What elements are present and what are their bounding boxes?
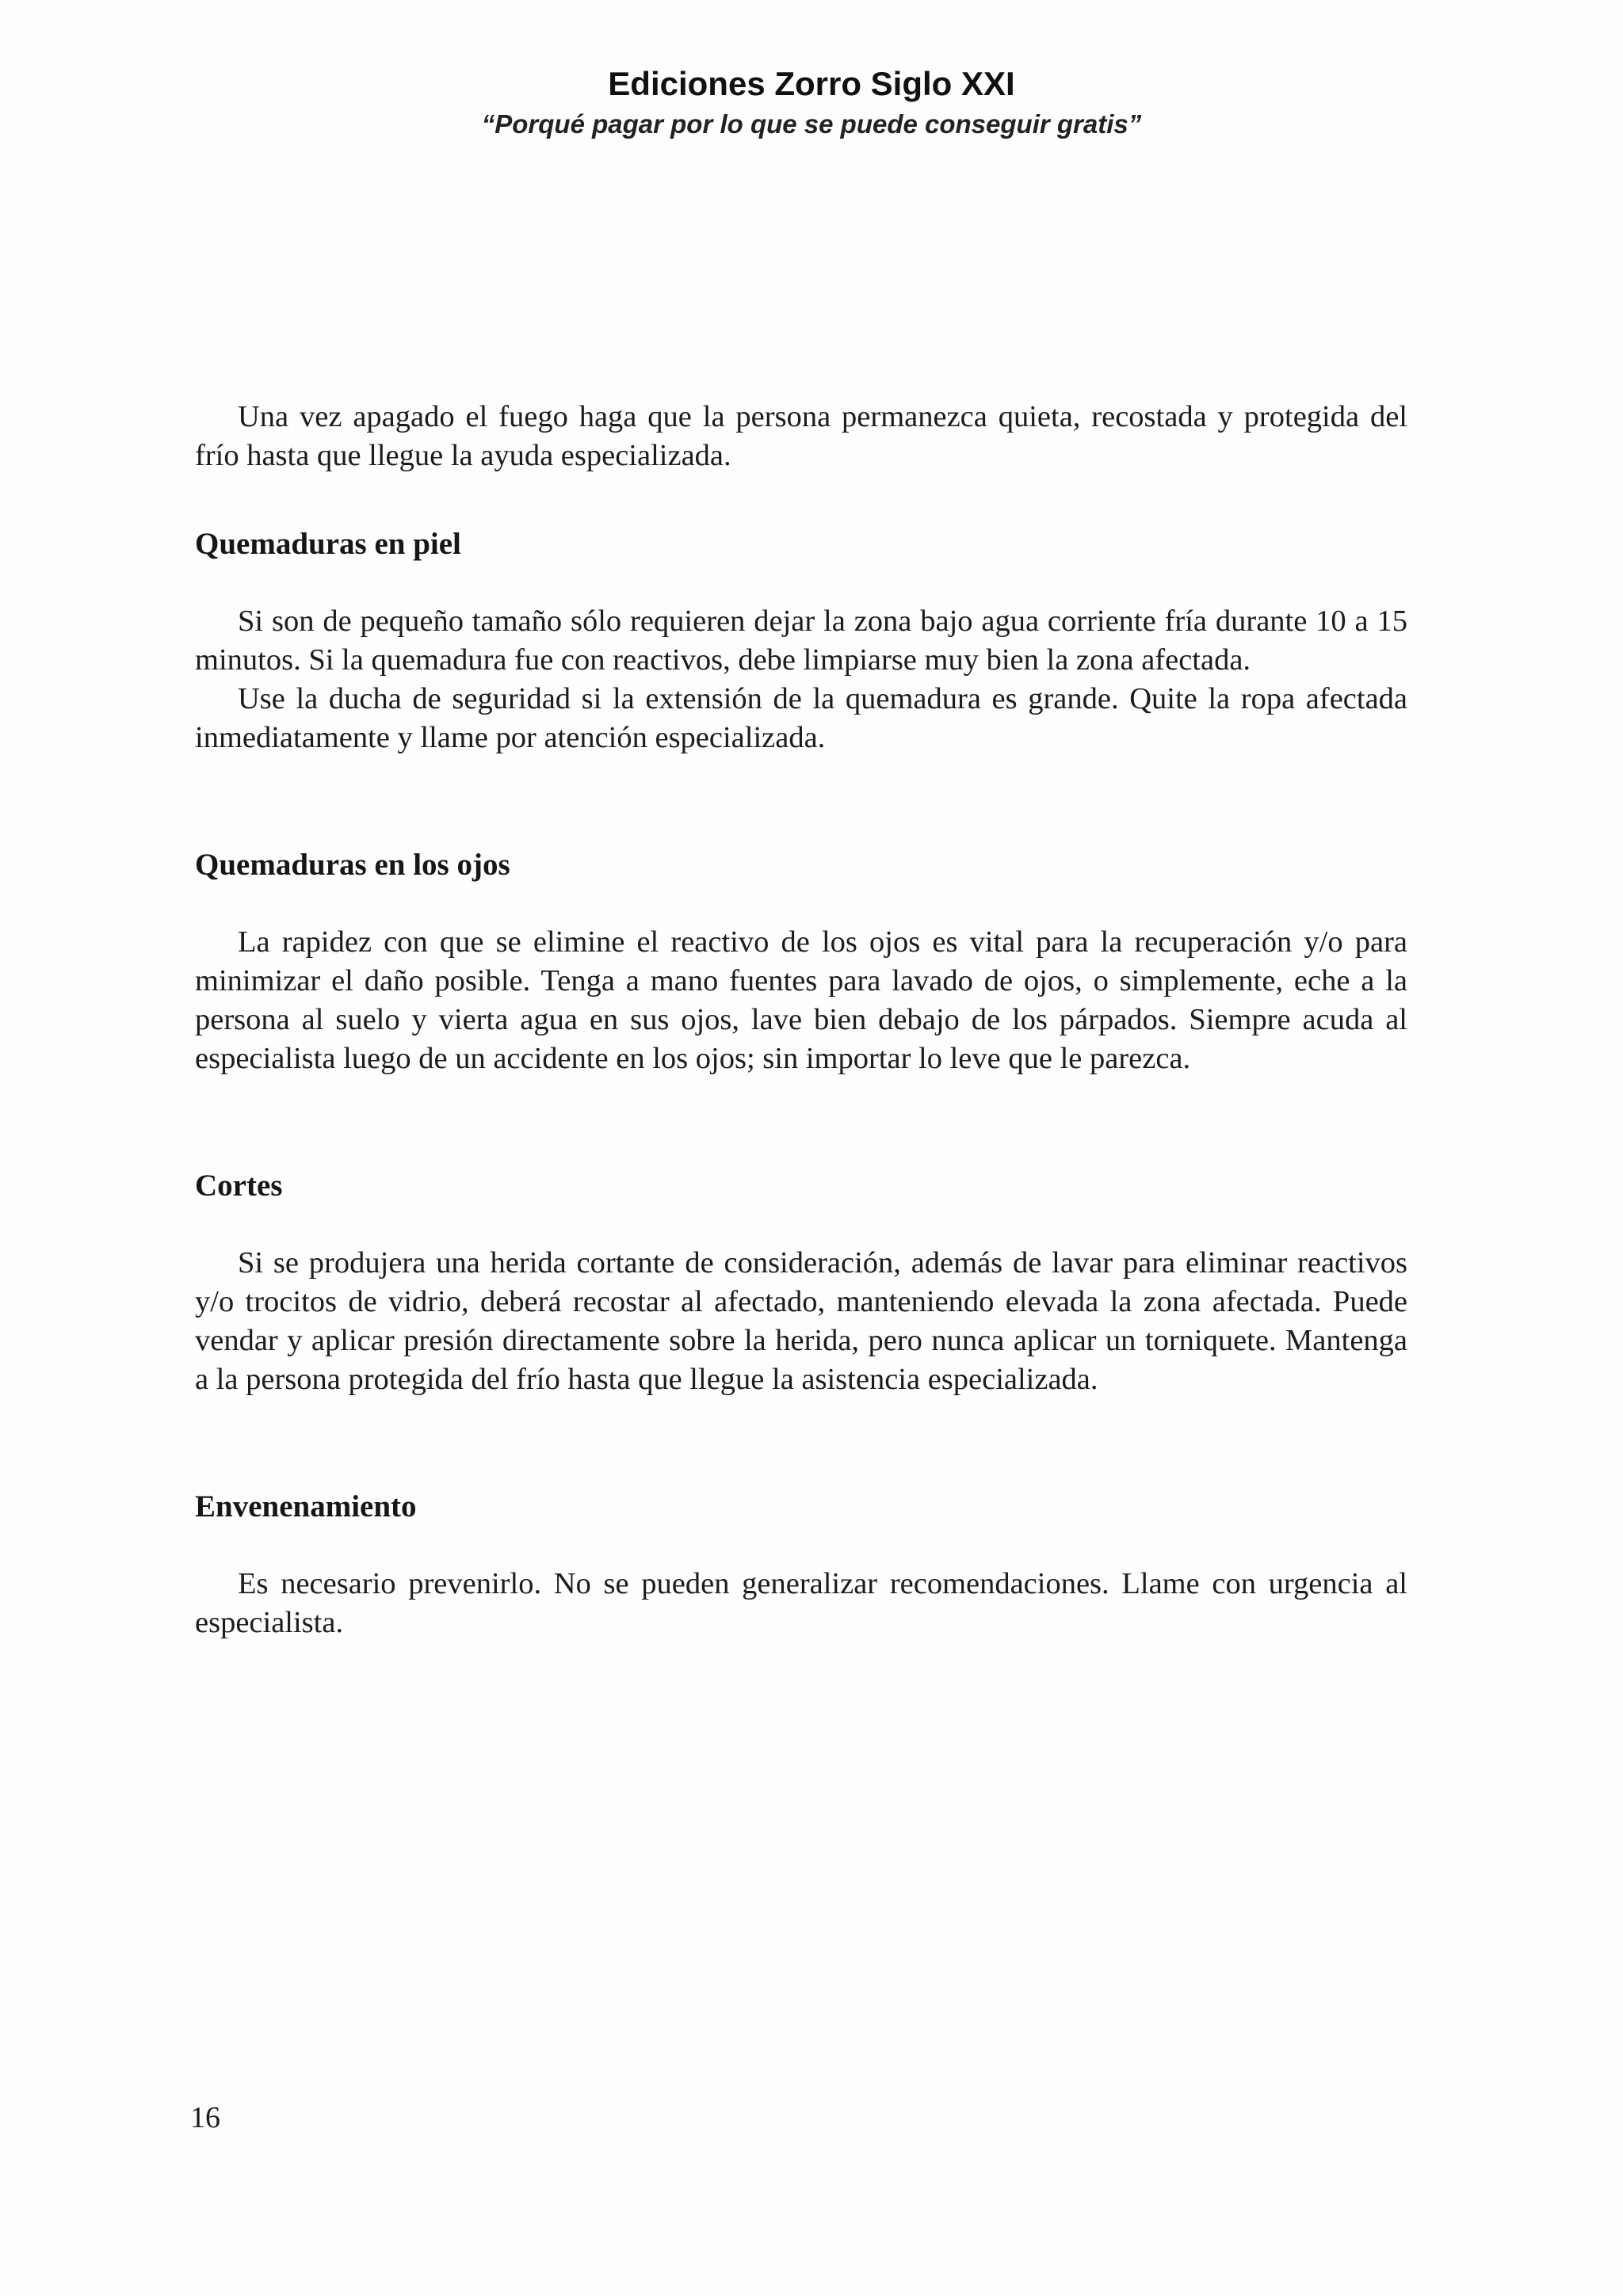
section-paragraph: Use la ducha de seguridad si la extensión de la quemadura es grande. Quite la ropa afectada inmediatamente y llame por atención especializada. (195, 682, 1407, 754)
section-paragraph: Es necesario prevenirlo. No se pueden generalizar recomendaciones. Llame con urgencia al especialista. (195, 1567, 1407, 1639)
page-number: 16 (190, 2101, 220, 2134)
section-heading-quemaduras-piel: Quemaduras en piel (195, 527, 461, 561)
publisher-tagline: “Porqué pagar por lo que se puede conseguir gratis” (481, 109, 1142, 139)
section-heading-envenenamiento: Envenenamiento (195, 1489, 417, 1524)
page-body (195, 398, 1407, 1642)
section-heading-quemaduras-ojos: Quemaduras en los ojos (195, 848, 510, 882)
section-paragraph: Si se produjera una herida cortante de consideración, además de lavar para eliminar reactivos y/o trocitos de vidrio, deberá recostar al afectado, manteniendo elevada la zona afectada. Puede vendar y aplicar presión directamente sobre la herida, pero nunca aplicar un torniquete. Mantenga a la persona protegida del frío hasta que llegue la asistencia especializada. (195, 1246, 1407, 1396)
section-paragraph: Si son de pequeño tamaño sólo requieren dejar la zona bajo agua corriente fría durante 10 a 15 minutos. Si la quemadura fue con reactivos, debe limpiarse muy bien la zona afectada. (195, 605, 1407, 677)
publisher-title: Ediciones Zorro Siglo XXI (608, 65, 1015, 102)
intro-paragraph: Una vez apagado el fuego haga que la persona permanezca quieta, recostada y protegida del frío hasta que llegue la ayuda especializada. (195, 400, 1407, 472)
page-header (0, 63, 1623, 143)
section-paragraph: La rapidez con que se elimine el reactivo de los ojos es vital para la recuperación y/o para minimizar el daño posible. Tenga a mano fuentes para lavado de ojos, o simplemente, eche a la persona al suelo y vierta agua en sus ojos, lave bien debajo de los párpados. Siempre acuda al especialista luego de un accidente en los ojos; sin importar lo leve que le parezca. (195, 925, 1407, 1075)
section-heading-cortes: Cortes (195, 1169, 283, 1203)
